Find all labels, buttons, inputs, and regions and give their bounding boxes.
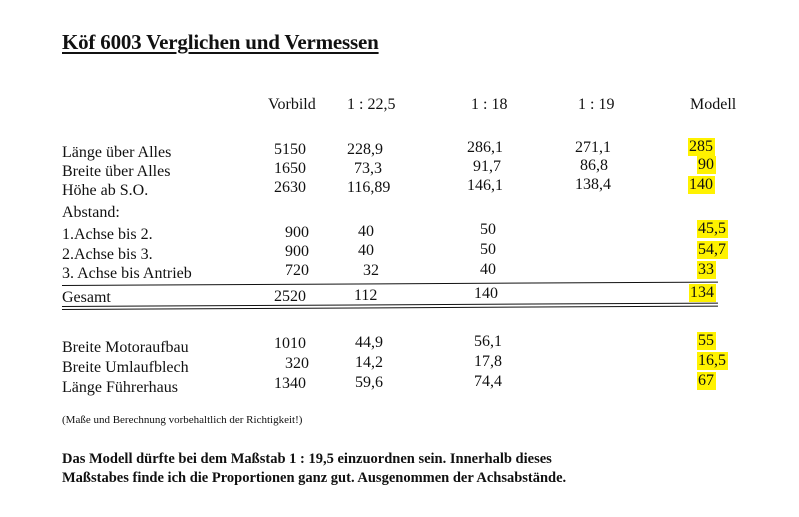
table-cell: 5150 — [274, 141, 306, 158]
table-cell: 286,1 — [467, 139, 503, 156]
table-cell: 2520 — [274, 288, 306, 305]
row-label-laenge-fuehrerhaus: Länge Führerhaus — [62, 379, 178, 396]
row-label-hoehe-ab-so: Höhe ab S.O. — [62, 182, 149, 199]
modell-value-highlighted: 33 — [698, 261, 714, 278]
modell-value-highlighted: 54,7 — [698, 241, 726, 258]
table-cell: 91,7 — [473, 158, 501, 175]
table-cell: 2630 — [274, 179, 306, 196]
table-cell: 116,89 — [347, 179, 391, 196]
modell-value-highlighted: 134 — [690, 284, 714, 301]
table-cell: 146,1 — [467, 177, 503, 194]
column-header-vorbild: Vorbild — [268, 96, 316, 113]
modell-value-highlighted: 67 — [698, 372, 714, 389]
table-cell: 44,9 — [355, 334, 383, 351]
row-label-achse-3-antrieb: 3. Achse bis Antrieb — [62, 265, 192, 282]
column-header-scale-18: 1 : 18 — [471, 96, 508, 113]
row-label-breite-motoraufbau: Breite Motoraufbau — [62, 339, 189, 356]
table-cell: 17,8 — [474, 353, 502, 370]
table-cell: 271,1 — [575, 139, 611, 156]
table-cell: 40 — [358, 223, 374, 240]
table-cell: 1010 — [274, 335, 306, 352]
table-cell: 112 — [354, 287, 378, 304]
column-header-modell: Modell — [690, 96, 737, 113]
row-label-achse-2-3: 2.Achse bis 3. — [62, 246, 153, 263]
table-cell: 228,9 — [347, 141, 383, 158]
disclaimer-note: (Maße und Berechnung vorbehaltlich der Richtigkeit!) — [62, 414, 303, 426]
table-cell: 1340 — [274, 375, 306, 392]
table-cell: 56,1 — [474, 333, 502, 350]
table-cell: 1650 — [274, 160, 306, 177]
modell-value-highlighted: 16,5 — [698, 352, 726, 369]
table-cell: 320 — [285, 355, 309, 372]
table-cell: 14,2 — [355, 354, 383, 371]
table-cell: 74,4 — [474, 373, 502, 390]
row-label-achse-1-2: 1.Achse bis 2. — [62, 226, 153, 243]
table-cell: 40 — [358, 242, 374, 259]
column-header-scale-22-5: 1 : 22,5 — [347, 96, 396, 113]
modell-value-highlighted: 285 — [689, 138, 713, 155]
page-title: Köf 6003 Verglichen und Vermessen — [62, 30, 379, 54]
modell-value-highlighted: 45,5 — [698, 220, 726, 237]
row-label-breite-ueber-alles: Breite über Alles — [62, 163, 171, 180]
table-cell: 900 — [285, 243, 309, 260]
row-label-abstand: Abstand: — [62, 204, 120, 221]
table-cell: 900 — [285, 224, 309, 241]
table-cell: 720 — [285, 262, 309, 279]
row-label-breite-umlaufblech: Breite Umlaufblech — [62, 359, 189, 376]
table-cell: 73,3 — [354, 160, 382, 177]
table-cell: 140 — [474, 285, 498, 302]
conclusion-line-1: Das Modell dürfte bei dem Maßstab 1 : 19,5 einzuordnen sein. Innerhalb dieses — [62, 451, 552, 467]
column-header-scale-19: 1 : 19 — [578, 96, 615, 113]
table-cell: 32 — [363, 262, 379, 279]
row-label-gesamt: Gesamt — [62, 289, 111, 306]
table-cell: 86,8 — [580, 157, 608, 174]
modell-value-highlighted: 55 — [698, 332, 714, 349]
table-cell: 50 — [480, 221, 496, 238]
modell-value-highlighted: 90 — [698, 156, 714, 173]
conclusion-line-2: Maßstabes finde ich die Proportionen ganz gut. Ausgenommen der Achsabstände. — [62, 470, 567, 486]
table-cell: 40 — [480, 261, 496, 278]
table-cell: 50 — [480, 241, 496, 258]
row-label-laenge-ueber-alles: Länge über Alles — [62, 144, 172, 161]
modell-value-highlighted: 140 — [689, 176, 713, 193]
table-cell: 59,6 — [355, 374, 383, 391]
table-cell: 138,4 — [575, 176, 611, 193]
